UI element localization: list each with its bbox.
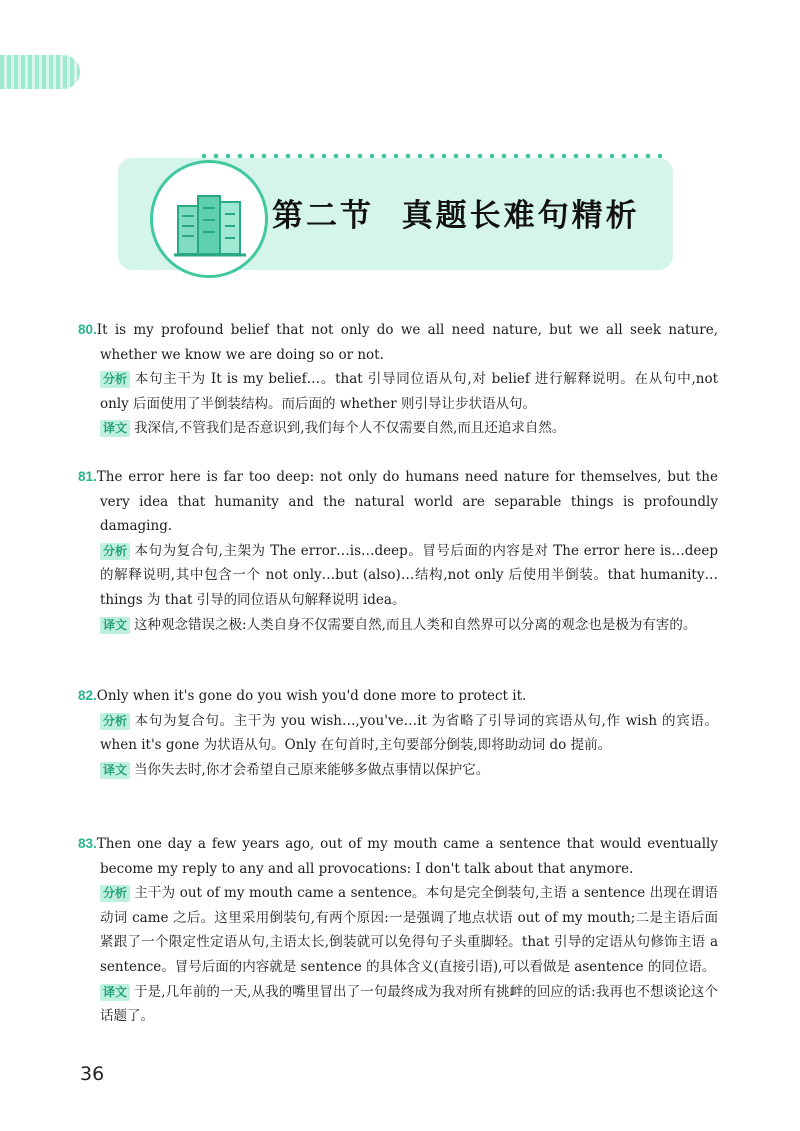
- translation-block: [78, 758, 718, 783]
- translation-tag: 译文: [100, 420, 130, 437]
- translation-text: 于是,几年前的一天,从我的嘴里冒出了一句最终成为我对所有挑衅的回应的话:我再也不想谈论这个话题了。: [100, 983, 718, 1025]
- analysis-text: 本句为复合句,主架为 The error…is…deep。冒号后面的内容是对 The error here is…deep 的解释说明,其中包含一个 not only…but (also)…结构,not only 后使用半倒装。that humanity…things 为 that 引导的同位语从句解释说明 idea。: [100, 542, 718, 608]
- translation-block: [78, 613, 718, 638]
- translation-text: 当你失去时,你才会希望自己原来能够多做点事情以保护它。: [134, 761, 490, 778]
- question-number: 83.: [78, 836, 97, 851]
- translation-block: [78, 980, 718, 1029]
- translation-text: 我深信,不管我们是否意识到,我们每个人不仅需要自然,而且还追求自然。: [134, 420, 566, 437]
- translation-tag: 译文: [100, 984, 130, 1001]
- analysis-block: [78, 881, 718, 979]
- english-sentence: [78, 684, 718, 709]
- analysis-tag: 分析: [100, 713, 130, 730]
- analysis-block: [78, 709, 718, 758]
- translation-block: [78, 416, 718, 441]
- question-number: 82.: [78, 688, 97, 703]
- translation-text: 这种观念错误之极:人类自身不仅需要自然,而且人类和自然界可以分离的观念也是极为有害的。: [134, 616, 697, 633]
- page-number: 36: [80, 1063, 105, 1085]
- analysis-block: [78, 539, 718, 613]
- entry-80: [78, 318, 718, 441]
- books-icon: [170, 180, 250, 260]
- entry-83: [78, 832, 718, 1029]
- entry-82: [78, 684, 718, 782]
- sentence-text: It is my profound belief that not only do we all need nature, but we all seek nature, whether we know we are doing so or not.: [96, 322, 718, 363]
- english-sentence: [78, 318, 718, 367]
- entry-81: [78, 465, 718, 637]
- sentence-text: Only when it's gone do you wish you'd done more to protect it.: [96, 688, 527, 704]
- analysis-tag: 分析: [100, 543, 130, 560]
- question-number: 80.: [78, 322, 97, 337]
- analysis-text: 本句主干为 It is my belief…。that 引导同位语从句,对 belief 进行解释说明。在从句中,not only 后面使用了半倒装结构。而后面的 whether 则引导让步状语从句。: [100, 371, 718, 412]
- section-title: 第二节 真题长难句精析: [272, 198, 640, 234]
- english-sentence: [78, 465, 718, 539]
- analysis-text: 主干为 out of my mouth came a sentence。本句是完全倒装句,主语 a sentence 出现在谓语动词 came 之后。这里采用倒装句,有两个原因:一是强调了地点状语 out of my mouth;二是主语后面紧跟了一个限定性定语从句,主语太长,倒装就可以免得句子头重脚轻。that 引导的定语从句修饰主语 a sentence。冒号后面的内容就是 sentence 的具体含义(直接引语),可以看做是 asentence 的同位语。: [100, 885, 718, 975]
- banner-dots-decoration: [198, 153, 668, 159]
- question-number: 81.: [78, 469, 97, 484]
- sentence-text: Then one day a few years ago, out of my mouth came a sentence that would eventually become my reply to any and all provocations: I don't talk about that anymore.: [96, 836, 718, 877]
- analysis-block: [78, 367, 718, 416]
- translation-tag: 译文: [100, 617, 130, 634]
- analysis-tag: 分析: [100, 371, 130, 388]
- corner-tab-decoration: [0, 55, 80, 89]
- analysis-text: 本句为复合句。主干为 you wish…,you've…it 为省略了引导词的宾语从句,作 wish 的宾语。when it's gone 为状语从句。Only 在句首时,主句要部分倒装,即将助动词 do 提前。: [100, 712, 718, 754]
- english-sentence: [78, 832, 718, 881]
- translation-tag: 译文: [100, 762, 130, 779]
- sentence-text: The error here is far too deep: not only do humans need nature for themselves, but the very idea that humanity and the natural world are separable things is profoundly damaging.: [96, 469, 718, 535]
- analysis-tag: 分析: [100, 885, 130, 902]
